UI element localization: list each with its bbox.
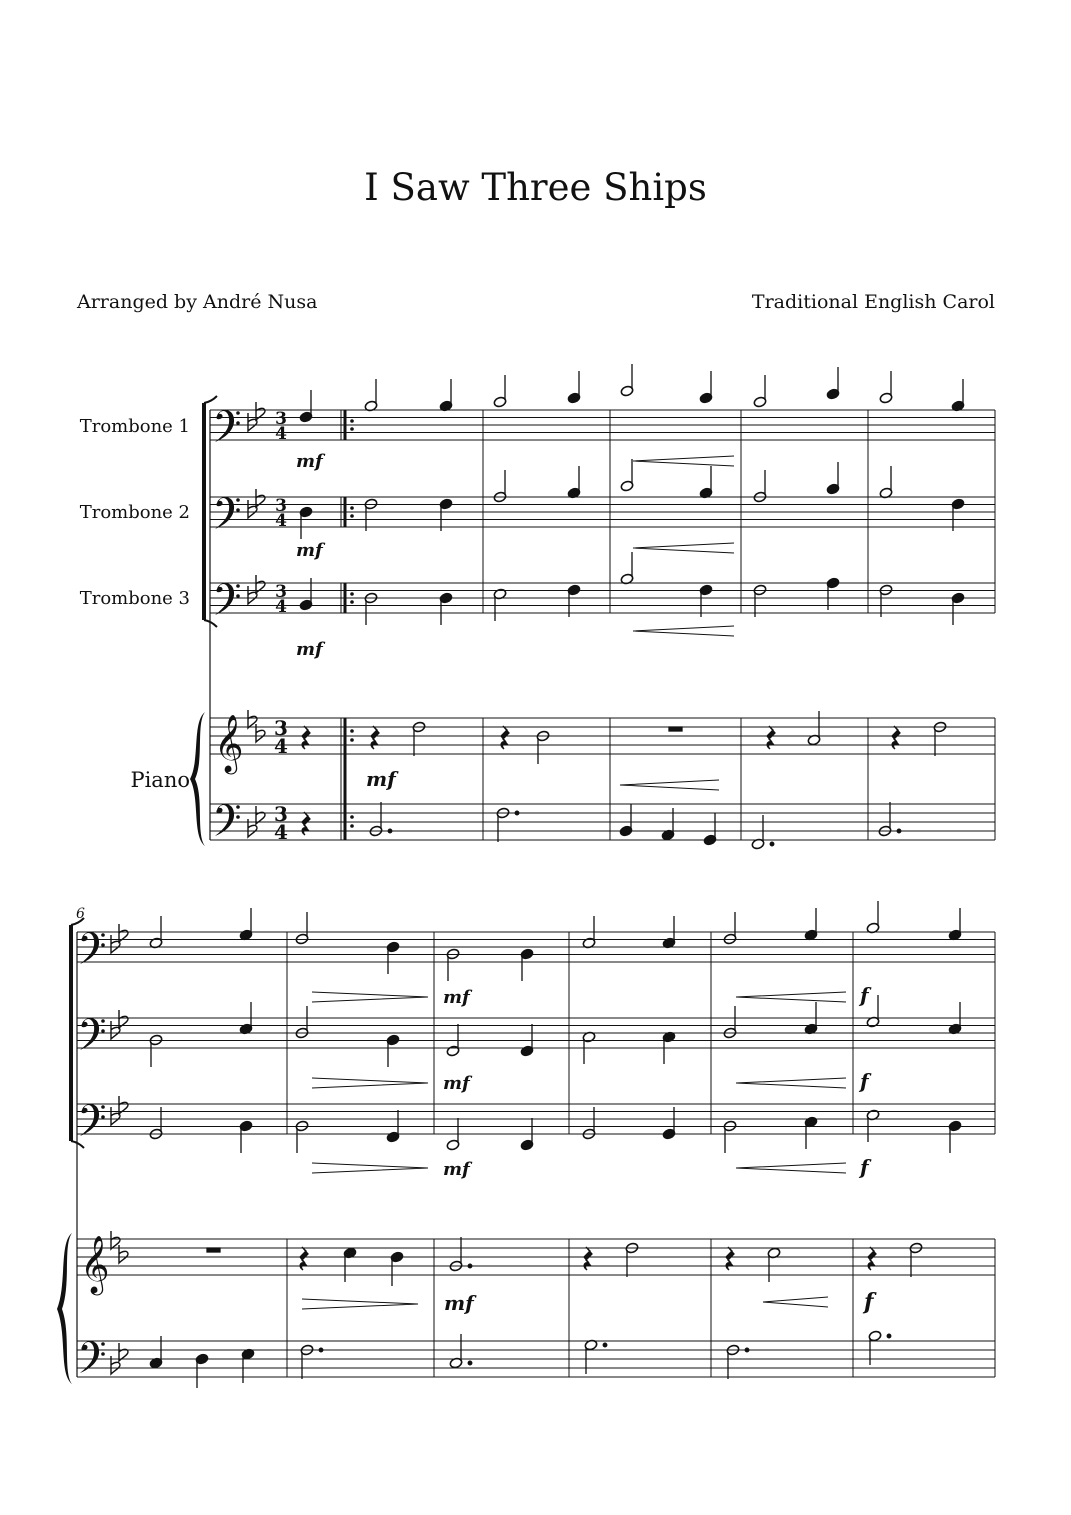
staff-trombone-2-system-2 <box>77 1018 995 1048</box>
time-signature <box>274 409 288 844</box>
rest-icon <box>300 1247 308 1270</box>
rest-icon <box>868 1247 876 1270</box>
svg-text:4: 4 <box>274 734 288 758</box>
svg-text:mf: mf <box>444 1291 474 1315</box>
composer-credit: Traditional English Carol <box>751 291 995 313</box>
svg-text:mf: mf <box>443 1159 470 1180</box>
svg-text:mf: mf <box>296 540 323 561</box>
notes-trombone-1-system-2 <box>149 901 962 981</box>
notes-trombone-3 <box>299 552 965 625</box>
instrument-label-trombone-3: Trombone 3 <box>79 588 190 609</box>
svg-text:mf: mf <box>443 987 470 1008</box>
rest-icon <box>892 726 900 749</box>
svg-text:3: 3 <box>275 582 287 602</box>
whole-rest-icon <box>207 1248 220 1252</box>
rest-icon <box>767 726 775 749</box>
svg-text:4: 4 <box>275 424 287 444</box>
rest-icon <box>302 812 310 835</box>
key-signature <box>248 402 265 837</box>
rest-icon <box>726 1247 734 1270</box>
whole-rest-icon <box>669 727 682 731</box>
arranger-credit: Arranged by André Nusa <box>77 291 318 313</box>
instrument-label-piano: Piano <box>130 768 190 792</box>
bass-clef-icon <box>80 932 105 964</box>
svg-text:3: 3 <box>275 496 287 516</box>
staff-piano-bass <box>210 804 995 840</box>
svg-text:mf: mf <box>296 451 323 472</box>
barlines-system-1 <box>341 410 995 840</box>
bass-clef-icon <box>215 497 240 529</box>
instrument-label-trombone-1: Trombone 1 <box>79 416 190 437</box>
svg-text:f: f <box>860 983 869 1007</box>
staff-trombone-1 <box>210 410 995 440</box>
svg-text:4: 4 <box>274 820 288 844</box>
svg-text:f: f <box>860 1155 869 1179</box>
svg-text:mf: mf <box>443 1073 470 1094</box>
svg-text:4: 4 <box>275 597 287 617</box>
staff-trombone-3-system-2 <box>77 1104 995 1134</box>
notes-trombone-3-system-2 <box>149 1107 962 1153</box>
key-signature-system-2 <box>111 924 128 1374</box>
rest-icon <box>501 726 509 749</box>
bass-clef-icon <box>80 1104 105 1136</box>
notes-trombone-2-system-2 <box>149 995 962 1067</box>
staff-piano-treble <box>210 718 995 754</box>
svg-text:f: f <box>860 1069 869 1093</box>
rest-icon <box>371 726 379 749</box>
staff-trombone-3 <box>210 583 995 613</box>
notes-piano-bass <box>302 802 901 850</box>
repeat-sign <box>350 419 354 828</box>
staff-piano-bass-system-2 <box>77 1341 995 1377</box>
staff-trombone-2 <box>210 497 995 527</box>
svg-text:mf: mf <box>296 639 323 660</box>
measure-number: 6 <box>76 906 85 922</box>
dynamics <box>296 451 877 1315</box>
treble-clef-icon: 𝄞 <box>214 714 244 772</box>
score-title: I Saw Three Ships <box>364 166 707 209</box>
bass-clef-icon <box>80 1018 105 1050</box>
hairpins <box>302 456 846 1309</box>
svg-text:3: 3 <box>274 716 288 740</box>
svg-text:mf: mf <box>366 767 396 791</box>
svg-text:f: f <box>864 1289 874 1315</box>
instrument-label-trombone-2: Trombone 2 <box>79 502 190 523</box>
svg-text:3: 3 <box>274 802 288 826</box>
rest-icon <box>302 726 310 749</box>
staff-trombone-1-system-2 <box>77 932 995 962</box>
staff-piano-treble-system-2 <box>77 1239 995 1275</box>
treble-clef-icon: 𝄞 <box>80 1235 110 1293</box>
bass-clef-icon <box>215 410 240 442</box>
notes-trombone-1 <box>299 364 965 423</box>
rest-icon <box>584 1247 592 1270</box>
svg-text:3: 3 <box>275 409 287 429</box>
notes-piano-treble-system-2 <box>207 1237 923 1286</box>
bass-clef-icon <box>215 583 240 615</box>
svg-text:4: 4 <box>275 511 287 531</box>
notes-piano-treble <box>302 711 947 764</box>
